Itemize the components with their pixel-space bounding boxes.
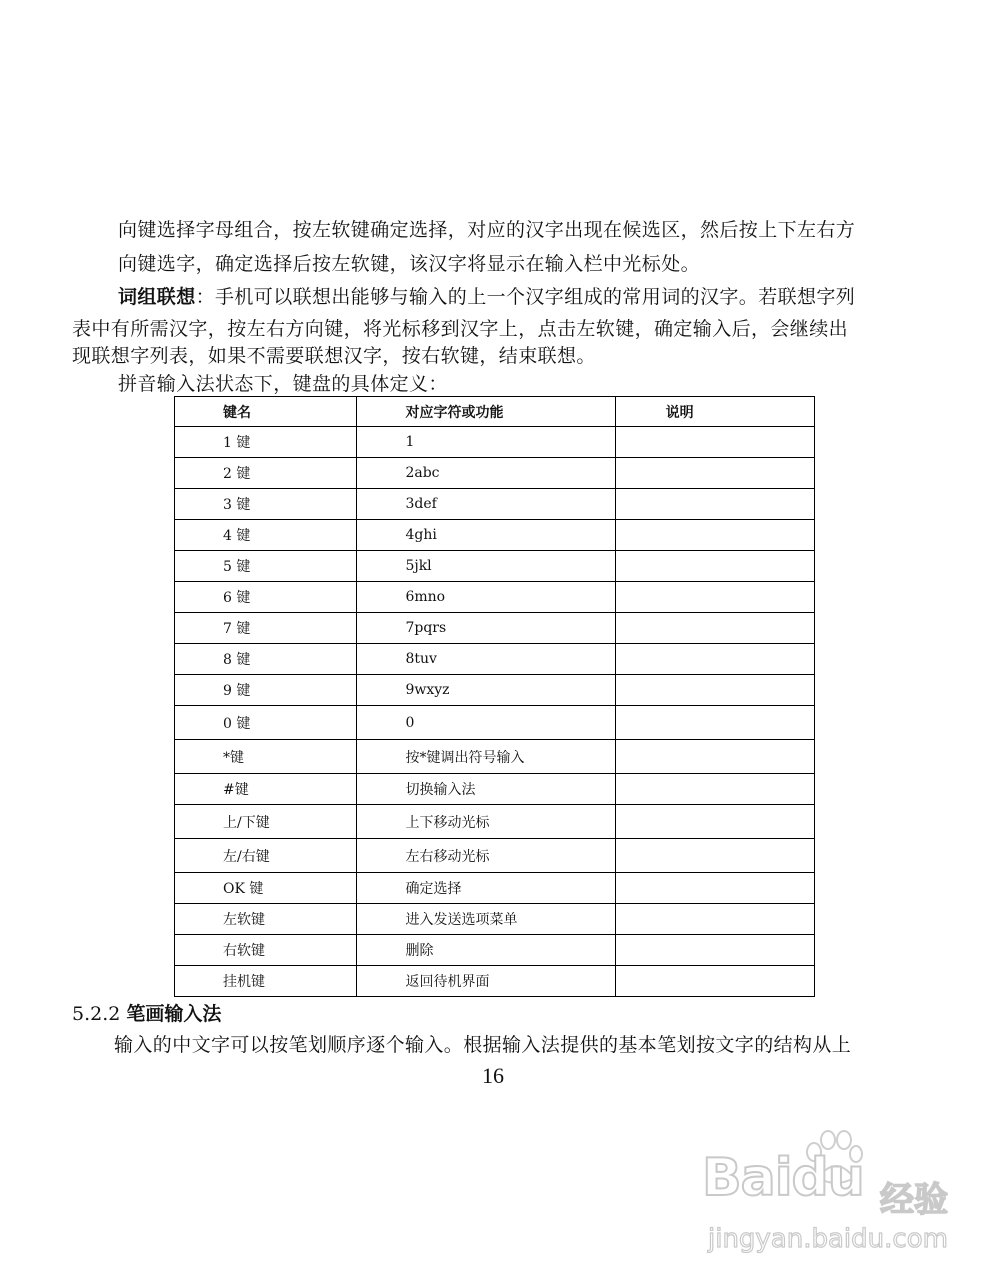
- watermark-url: jingyan.baidu.com: [708, 1224, 948, 1254]
- cell-key: 3 键: [175, 489, 357, 520]
- cell-key: 右软键: [175, 935, 357, 966]
- table-row: [175, 644, 815, 675]
- cell-function: 1: [357, 427, 615, 458]
- cell-key: 4 键: [175, 520, 357, 551]
- cell-function: 按*键调出符号输入: [357, 740, 615, 774]
- table-row: [175, 805, 815, 839]
- cell-key: 上/下键: [175, 805, 357, 839]
- table-row: [175, 935, 815, 966]
- cell-note: [615, 774, 814, 805]
- page-number: 16: [482, 1063, 504, 1088]
- cell-key: 2 键: [175, 458, 357, 489]
- section-heading: [72, 1003, 221, 1025]
- cell-key: 5 键: [175, 551, 357, 582]
- table-row: [175, 740, 815, 774]
- table-intro: 拼音输入法状态下，键盘的具体定义：: [118, 373, 448, 395]
- table-row: [175, 520, 815, 551]
- paragraph-1-line-1: 向键选择字母组合，按左软键确定选择，对应的汉字出现在候选区，然后按上下左右方: [118, 219, 856, 241]
- section-number: 5.2.2: [72, 1003, 121, 1025]
- table-row: [175, 613, 815, 644]
- cell-note: [615, 520, 814, 551]
- cell-note: [615, 805, 814, 839]
- header-description: 说明: [615, 397, 814, 427]
- paragraph-2-line-2: 表中有所需汉字，按左右方向键，将光标移到汉字上，点击左软键，确定输入后，会继续出: [72, 318, 849, 340]
- cell-function: 9wxyz: [357, 675, 615, 706]
- table-header-row: [175, 397, 815, 427]
- cell-function: 上下移动光标: [357, 805, 615, 839]
- cell-note: [615, 966, 814, 997]
- cell-function: 7pqrs: [357, 613, 615, 644]
- paragraph-2-line-3: 现联想字列表，如果不需要联想汉字，按右软键，结束联想。: [72, 345, 596, 367]
- cell-key: 8 键: [175, 644, 357, 675]
- table-row: [175, 873, 815, 904]
- paragraph-1-line-2: 向键选字，确定选择后按左软键，该汉字将显示在输入栏中光标处。: [118, 253, 701, 275]
- keypad-definition-table: [174, 396, 815, 997]
- watermark: [702, 1130, 962, 1260]
- cell-function: 8tuv: [357, 644, 615, 675]
- cell-note: [615, 489, 814, 520]
- cell-function: 4ghi: [357, 520, 615, 551]
- cell-note: [615, 935, 814, 966]
- cell-function: 左右移动光标: [357, 839, 615, 873]
- cell-note: [615, 740, 814, 774]
- paragraph-2-line-1-text: ：手机可以联想出能够与输入的上一个汉字组成的常用词的汉字。若联想字列: [195, 286, 856, 308]
- baidu-logo: Baidu: [702, 1148, 864, 1208]
- cell-note: [615, 613, 814, 644]
- cell-key: 0 键: [175, 706, 357, 740]
- cell-key: 7 键: [175, 613, 357, 644]
- table-row: [175, 675, 815, 706]
- cell-function: 2abc: [357, 458, 615, 489]
- cell-note: [615, 873, 814, 904]
- cell-function: 删除: [357, 935, 615, 966]
- cell-note: [615, 706, 814, 740]
- phrase-association-label: 词组联想: [118, 286, 196, 308]
- paragraph-2-line-1: [118, 286, 855, 308]
- cell-key: *键: [175, 740, 357, 774]
- table-row: [175, 774, 815, 805]
- cell-function: 5jkl: [357, 551, 615, 582]
- cell-key: 挂机键: [175, 966, 357, 997]
- header-function: 对应字符或功能: [357, 397, 615, 427]
- cell-key: 左软键: [175, 904, 357, 935]
- table-row: [175, 551, 815, 582]
- cell-function: 0: [357, 706, 615, 740]
- table-row: [175, 839, 815, 873]
- cell-note: [615, 839, 814, 873]
- cell-note: [615, 675, 814, 706]
- cell-key: 6 键: [175, 582, 357, 613]
- cell-key: 1 键: [175, 427, 357, 458]
- table-row: [175, 458, 815, 489]
- table-row: [175, 966, 815, 997]
- cell-function: 进入发送选项菜单: [357, 904, 615, 935]
- cell-key: #键: [175, 774, 357, 805]
- section-title: 笔画输入法: [126, 1003, 222, 1025]
- table-row: [175, 904, 815, 935]
- cell-note: [615, 644, 814, 675]
- cell-note: [615, 582, 814, 613]
- table-row: [175, 489, 815, 520]
- cell-key: 9 键: [175, 675, 357, 706]
- cell-note: [615, 427, 814, 458]
- cell-note: [615, 551, 814, 582]
- header-key-name: 键名: [175, 397, 357, 427]
- cell-key: OK 键: [175, 873, 357, 904]
- table-row: [175, 427, 815, 458]
- cell-note: [615, 458, 814, 489]
- section-paragraph: 输入的中文字可以按笔划顺序逐个输入。根据输入法提供的基本笔划按文字的结构从上: [114, 1034, 852, 1056]
- cell-note: [615, 904, 814, 935]
- cell-function: 3def: [357, 489, 615, 520]
- table-row: [175, 706, 815, 740]
- cell-function: 切换输入法: [357, 774, 615, 805]
- cell-function: 确定选择: [357, 873, 615, 904]
- cell-function: 返回待机界面: [357, 966, 615, 997]
- cell-function: 6mno: [357, 582, 615, 613]
- table-row: [175, 582, 815, 613]
- jingyan-label: 经验: [880, 1180, 948, 1220]
- cell-key: 左/右键: [175, 839, 357, 873]
